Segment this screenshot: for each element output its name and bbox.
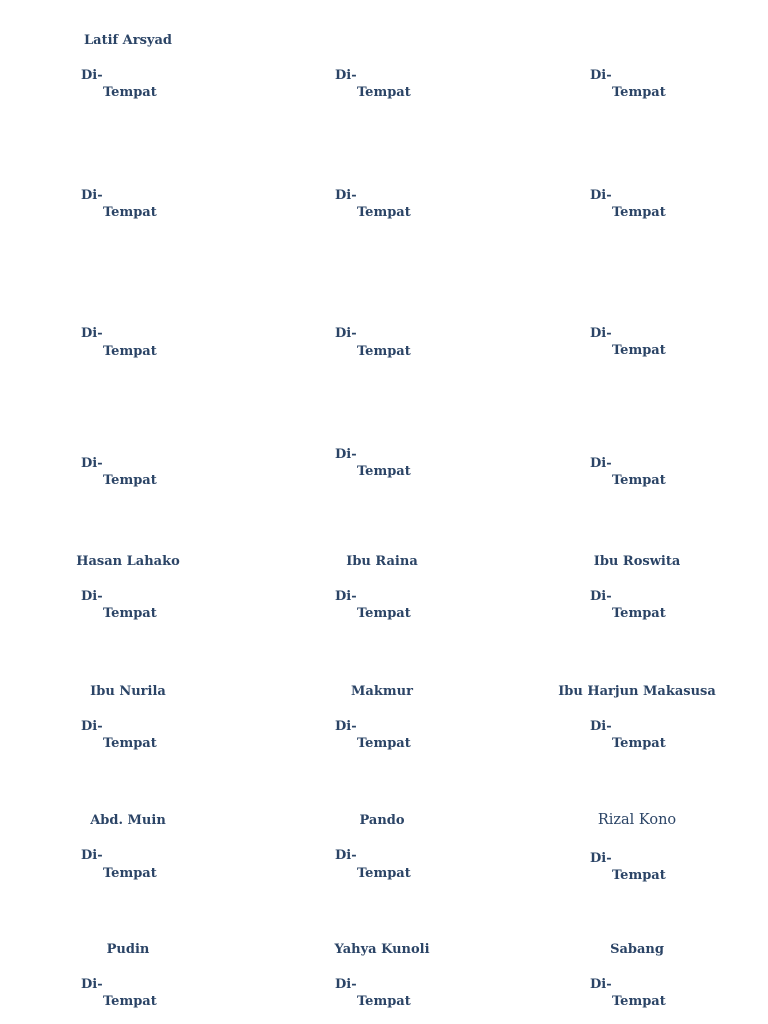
tempat-text: Tempat bbox=[612, 85, 666, 100]
tempat-text: Tempat bbox=[612, 994, 666, 1009]
di-text: Di- bbox=[335, 977, 357, 992]
address-label bbox=[557, 942, 717, 1009]
tempat-text: Tempat bbox=[103, 736, 157, 751]
di-text: Di- bbox=[81, 719, 103, 734]
recipient-name: Sabang bbox=[610, 942, 664, 957]
address-label bbox=[557, 33, 717, 100]
tempat-text: Tempat bbox=[357, 464, 411, 479]
tempat-text: Tempat bbox=[103, 606, 157, 621]
address-label bbox=[557, 292, 717, 358]
tempat-text: Tempat bbox=[612, 868, 666, 883]
address-label bbox=[557, 812, 717, 883]
di-text: Di- bbox=[335, 589, 357, 604]
tempat-text: Tempat bbox=[357, 205, 411, 220]
recipient-name: Ibu Roswita bbox=[593, 554, 681, 569]
recipient-name: Ibu Raina bbox=[346, 554, 418, 569]
di-text: Di- bbox=[590, 326, 612, 341]
address-label bbox=[302, 684, 462, 751]
address-label bbox=[48, 422, 208, 488]
address-label bbox=[48, 33, 208, 100]
address-label bbox=[302, 554, 462, 621]
tempat-text: Tempat bbox=[357, 736, 411, 751]
tempat-text: Tempat bbox=[612, 606, 666, 621]
address-label bbox=[557, 422, 717, 488]
tempat-text: Tempat bbox=[357, 344, 411, 359]
di-text: Di- bbox=[335, 188, 357, 203]
di-text: Di- bbox=[81, 456, 103, 471]
tempat-text: Tempat bbox=[103, 473, 157, 488]
address-label bbox=[48, 942, 208, 1009]
address-label bbox=[48, 292, 208, 359]
address-label bbox=[302, 942, 462, 1009]
di-text: Di- bbox=[590, 188, 612, 203]
tempat-text: Tempat bbox=[357, 85, 411, 100]
tempat-text: Tempat bbox=[357, 606, 411, 621]
tempat-text: Tempat bbox=[612, 473, 666, 488]
recipient-name: Pudin bbox=[106, 942, 150, 957]
tempat-text: Tempat bbox=[612, 736, 666, 751]
address-label bbox=[48, 684, 208, 751]
di-text: Di- bbox=[81, 977, 103, 992]
recipient-name: Ibu Nurila bbox=[90, 684, 166, 699]
address-label bbox=[48, 554, 208, 621]
di-text: Di- bbox=[81, 68, 103, 83]
tempat-text: Tempat bbox=[612, 343, 666, 358]
tempat-text: Tempat bbox=[103, 344, 157, 359]
address-label bbox=[557, 554, 717, 621]
recipient-name: Makmur bbox=[351, 684, 413, 699]
tempat-text: Tempat bbox=[357, 994, 411, 1009]
di-text: Di- bbox=[335, 447, 357, 462]
di-text: Di- bbox=[590, 977, 612, 992]
di-text: Di- bbox=[590, 851, 612, 866]
address-label bbox=[557, 684, 717, 751]
recipient-name: Rizal Kono bbox=[597, 812, 677, 828]
tempat-text: Tempat bbox=[357, 866, 411, 881]
recipient-name: Abd. Muin bbox=[90, 813, 166, 828]
di-text: Di- bbox=[335, 68, 357, 83]
address-label bbox=[302, 413, 462, 479]
address-label bbox=[48, 813, 208, 881]
recipient-name: Pando bbox=[359, 813, 405, 828]
di-text: Di- bbox=[590, 68, 612, 83]
tempat-text: Tempat bbox=[103, 85, 157, 100]
tempat-text: Tempat bbox=[612, 205, 666, 220]
di-text: Di- bbox=[590, 589, 612, 604]
tempat-text: Tempat bbox=[103, 994, 157, 1009]
recipient-name: Hasan Lahako bbox=[76, 554, 180, 569]
di-text: Di- bbox=[335, 848, 357, 863]
recipient-name: Yahya Kunoli bbox=[334, 942, 430, 957]
di-text: Di- bbox=[81, 848, 103, 863]
di-text: Di- bbox=[335, 719, 357, 734]
tempat-text: Tempat bbox=[103, 205, 157, 220]
address-label bbox=[302, 154, 462, 220]
address-label bbox=[48, 154, 208, 220]
address-label bbox=[302, 813, 462, 881]
recipient-name: Ibu Harjun Makasusa bbox=[558, 684, 716, 699]
di-text: Di- bbox=[81, 326, 103, 341]
address-label bbox=[302, 33, 462, 100]
address-label bbox=[302, 292, 462, 359]
di-text: Di- bbox=[335, 326, 357, 341]
recipient-name: Latif Arsyad bbox=[84, 33, 172, 48]
di-text: Di- bbox=[590, 456, 612, 471]
address-label bbox=[557, 154, 717, 220]
di-text: Di- bbox=[590, 719, 612, 734]
di-text: Di- bbox=[81, 188, 103, 203]
tempat-text: Tempat bbox=[103, 866, 157, 881]
di-text: Di- bbox=[81, 589, 103, 604]
